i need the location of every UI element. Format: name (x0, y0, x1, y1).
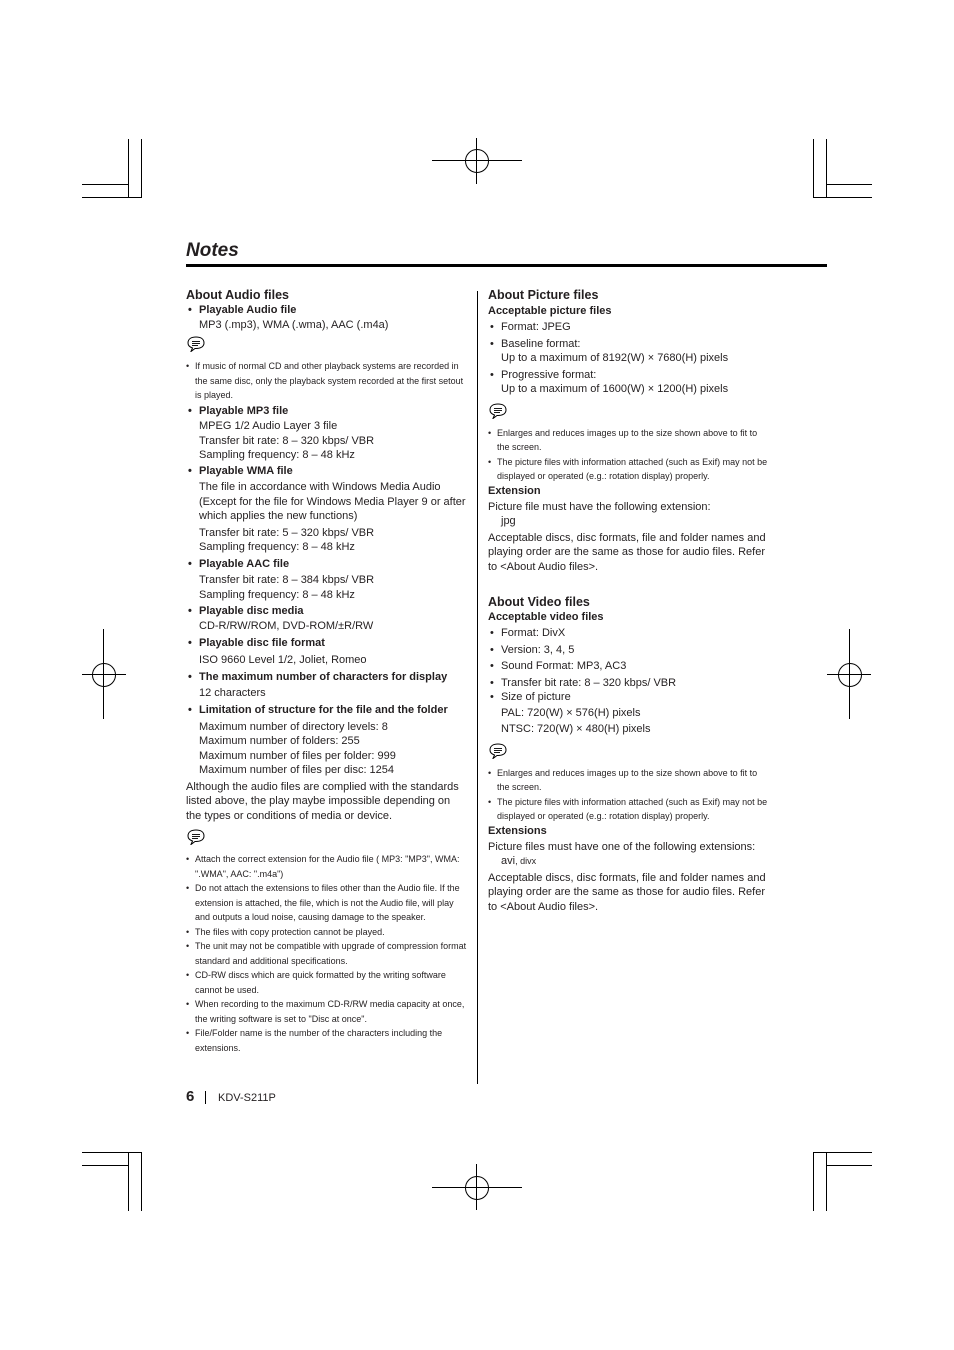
note-text: • Enlarges and reduces images up to the size shown above to fit to the screen. (488, 426, 770, 455)
max-chars-label: • The maximum number of characters for display (186, 670, 468, 685)
page-number: 6 (186, 1088, 195, 1105)
picture-bullet: • Progressive format: (488, 368, 770, 383)
video-bullet: • Sound Format: MP3, AC3 (488, 659, 770, 674)
format-label: • Playable disc file format (186, 636, 468, 651)
note-icon (186, 336, 206, 352)
note-icon (488, 743, 508, 759)
video-size-line: NTSC: 720(W) × 480(H) pixels (501, 723, 651, 735)
media-label: • Playable disc media (186, 604, 468, 619)
wma-label: • Playable WMA file (186, 464, 468, 479)
media-value: CD-R/RW/ROM, DVD-ROM/±R/RW (199, 619, 374, 632)
extension-label: Extension (488, 484, 541, 497)
title-rule (186, 264, 827, 267)
section-heading-video: About Video files (488, 595, 590, 609)
aac-line: Sampling frequency: 8 – 48 kHz (199, 588, 355, 601)
note-text: • Do not attach the extensions to files other than the Audio file. If the extension is attached, the file, which is not the Audio file, will play and outputs a loud noise, causing damage to the speaker. (186, 881, 468, 925)
picture-sub-heading: Acceptable picture files (488, 305, 612, 317)
limits-line: Maximum number of files per folder: 999 (199, 749, 396, 762)
max-chars-value: 12 characters (199, 686, 266, 699)
limits-line: Maximum number of folders: 255 (199, 735, 360, 747)
video-size-line: PAL: 720(W) × 576(H) pixels (501, 706, 641, 719)
playable-audio-value: MP3 (.mp3), WMA (.wma), AAC (.m4a) (199, 318, 389, 331)
video-sub-heading: Acceptable video files (488, 611, 604, 623)
extensions-value-divx: , divx (515, 856, 537, 866)
right-column (488, 286, 770, 914)
extensions-value (488, 854, 770, 869)
picture-bullet: • Baseline format: (488, 337, 770, 352)
mp3-line: Transfer bit rate: 8 – 320 kbps/ VBR (199, 434, 375, 447)
section-heading-picture: About Picture files (488, 288, 599, 302)
aac-label: • Playable AAC file (186, 557, 468, 572)
limits-line: Maximum number of directory levels: 8 (199, 720, 388, 733)
note-text: • Attach the correct extension for the Audio file ( MP3: "MP3", WMA: ".WMA", AAC: ".m4a") (186, 852, 468, 881)
note-text: • The unit may not be compatible with upgrade of compression format standard and additional specifications. (186, 939, 468, 968)
extension-value: jpg (501, 515, 516, 527)
limits-line: Maximum number of files per disc: 1254 (199, 764, 395, 776)
note-text: • The picture files with information attached (such as Exif) may not be displayed or operated (e.g.: rotation display) properly. (488, 795, 770, 824)
picture-paragraph: Acceptable discs, disc formats, file and folder names and playing order are the same as those for audio files. Refer to <About Audio files>. (488, 531, 766, 573)
note-text: • When recording to the maximum CD-R/RW media capacity at once, the writing software is set to "Disc at once". (186, 997, 468, 1026)
aac-line: Transfer bit rate: 8 – 384 kbps/ VBR (199, 574, 375, 586)
extensions-text: Picture files must have one of the following extensions: (488, 840, 756, 853)
column-divider (477, 291, 478, 1084)
footer-separator (205, 1091, 206, 1104)
playable-audio-label: • Playable Audio file (186, 303, 468, 318)
picture-bullet-detail: Up to a maximum of 1600(W) × 1200(H) pixels (501, 383, 729, 395)
note-text: • CD-RW discs which are quick formatted by the writing software cannot be used. (186, 968, 468, 997)
picture-bullet: • Format: JPEG (488, 320, 770, 335)
note-icon (488, 403, 508, 419)
picture-bullet-detail: Up to a maximum of 8192(W) × 7680(H) pixels (501, 352, 729, 364)
mp3-line: MPEG 1/2 Audio Layer 3 file (199, 420, 338, 432)
extensions-value-avi: avi (501, 855, 516, 867)
note-text: • If music of normal CD and other playback systems are recorded in the same disc, only the playback system recorded at the first setout is played. (186, 359, 468, 403)
extensions-label: Extensions (488, 824, 547, 837)
video-bullet: • Format: DivX (488, 626, 770, 641)
note-icon (186, 829, 206, 845)
note-text: • File/Folder name is the number of the characters including the extensions. (186, 1026, 468, 1055)
format-value: ISO 9660 Level 1/2, Joliet, Romeo (199, 653, 367, 666)
wma-line: Sampling frequency: 8 – 48 kHz (199, 541, 355, 553)
audio-paragraph: Although the audio files are complied with the standards listed above, the play maybe impossible depending on the types or conditions of media or device. (186, 780, 459, 822)
video-bullet: • Version: 3, 4, 5 (488, 643, 770, 658)
note-text: • Enlarges and reduces images up to the size shown above to fit to the screen. (488, 766, 770, 795)
mp3-line: Sampling frequency: 8 – 48 kHz (199, 449, 355, 461)
left-column (186, 286, 468, 1055)
limits-label: • Limitation of structure for the file and the folder (186, 703, 468, 718)
video-bullet: • Transfer bit rate: 8 – 320 kbps/ VBR (488, 676, 770, 691)
page-title: Notes (186, 240, 239, 261)
extension-text: Picture file must have the following extension: (488, 500, 711, 513)
wma-line: Transfer bit rate: 5 – 320 kbps/ VBR (199, 526, 375, 539)
video-paragraph: Acceptable discs, disc formats, file and folder names and playing order are the same as those for audio files. Refer to <About Audio files>. (488, 871, 766, 913)
model-name: KDV-S211P (218, 1092, 276, 1104)
section-heading-audio: About Audio files (186, 288, 289, 302)
video-bullet: • Size of picture (488, 690, 770, 705)
mp3-label: • Playable MP3 file (186, 404, 468, 419)
wma-para: The file in accordance with Windows Media Audio (Except for the file for Windows Media Player 9 or after which applies the new functions) (199, 481, 466, 522)
note-text: • The picture files with information attached (such as Exif) may not be displayed or operated (e.g.: rotation display) properly. (488, 455, 770, 484)
note-text: • The files with copy protection cannot be played. (186, 925, 468, 940)
